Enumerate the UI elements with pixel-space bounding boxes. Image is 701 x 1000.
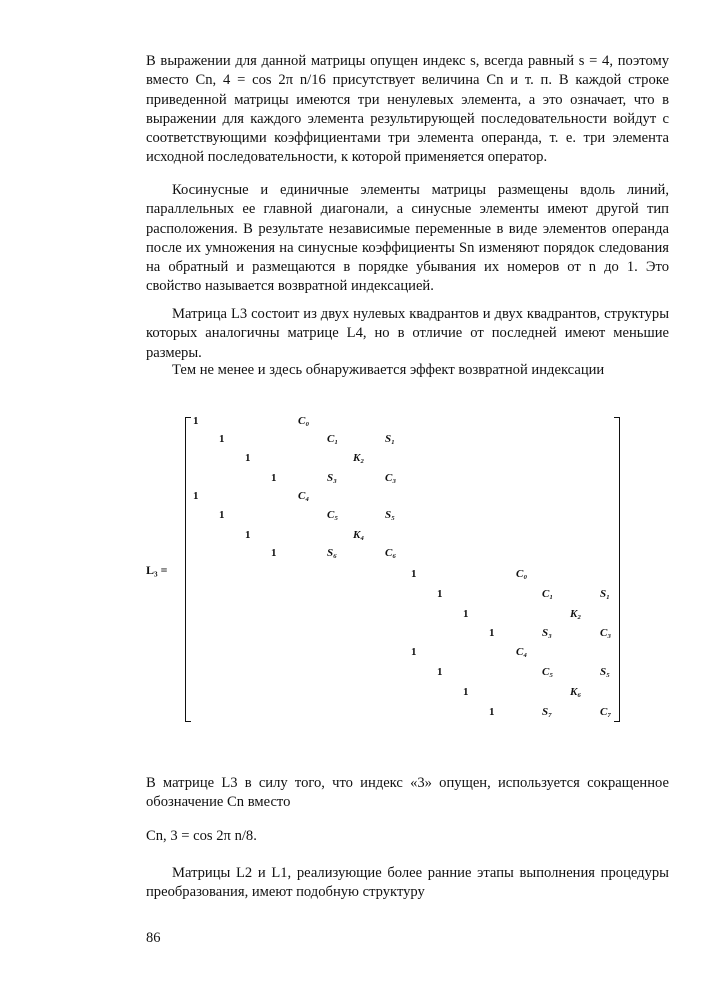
matrix-cell: 1 xyxy=(411,646,417,658)
matrix-cell: S₃ xyxy=(542,627,552,639)
matrix-cell: 1 xyxy=(245,452,251,464)
matrix-label: L₃ = xyxy=(146,563,168,577)
formula: Cn, 3 = cos 2π n/8. xyxy=(146,828,257,844)
matrix-cell: 1 xyxy=(245,529,251,541)
matrix-cell: S₁ xyxy=(600,588,610,600)
matrix-cell: 1 xyxy=(463,608,469,620)
paragraph-4: Тем не менее и здесь обнаруживается эффект возвратной индексации xyxy=(172,362,605,378)
paragraph-2: Косинусные и единичные элементы матрицы размещены вдоль линий, параллельных ее главной диагонали, а синусные элементы имеют другой тип расположения. В результате независимые переменные в виде элементов операнда после их умножения на синусные коэффициенты Sn изменяют порядок следования на обратный и размещаются в порядке убывания их номеров от n до 1. Это свойство называется возвратной индексацией. xyxy=(146,182,669,295)
paragraph-6: Матрицы L2 и L1, реализующие более ранние этапы выполнения процедуры преобразования, имеют подобную структуру xyxy=(146,865,669,901)
matrix-cell: 1 xyxy=(489,627,495,639)
matrix-cell: C₀ xyxy=(516,568,528,580)
matrix-left-bracket xyxy=(185,417,191,722)
matrix-cell: C₆ xyxy=(385,547,397,559)
paragraph-5: В матрице L3 в силу того, что индекс «3» опущен, используется сокращенное обозначение Cn вместо xyxy=(146,775,669,811)
matrix-cell: C₄ xyxy=(298,490,310,502)
matrix-cell: S₆ xyxy=(327,547,337,559)
matrix-cell: C₃ xyxy=(600,627,612,639)
matrix-cell: C₅ xyxy=(327,509,339,521)
matrix-cell: C₄ xyxy=(516,646,528,658)
page-number: 86 xyxy=(146,930,161,946)
matrix-cell: 1 xyxy=(437,666,443,678)
matrix-cell: 1 xyxy=(219,509,225,521)
matrix-cell: K₂ xyxy=(570,608,582,620)
matrix-cell: K₂ xyxy=(353,452,365,464)
matrix-cell: 1 xyxy=(219,433,225,445)
matrix-cell: K₆ xyxy=(570,686,582,698)
matrix-cell: S₇ xyxy=(542,706,552,718)
matrix-cell: S₁ xyxy=(385,433,395,445)
matrix-right-bracket xyxy=(614,417,620,722)
matrix-cell: C₃ xyxy=(385,472,397,484)
matrix-cell: 1 xyxy=(271,472,277,484)
matrix-cell: 1 xyxy=(411,568,417,580)
matrix-cell: C₁ xyxy=(542,588,554,600)
matrix-cell: K₄ xyxy=(353,529,365,541)
matrix-cell: 1 xyxy=(489,706,495,718)
matrix-cell: 1 xyxy=(463,686,469,698)
matrix-cell: C₅ xyxy=(542,666,554,678)
matrix-cell: S₃ xyxy=(327,472,337,484)
matrix-cell: S₅ xyxy=(600,666,610,678)
paragraph-1: В выражении для данной матрицы опущен индекс s, всегда равный s = 4, поэтому вместо Cn, 4 = cos 2π n/16 присутствует величина Cn и т. п. В каждой строке приведенной матрицы имеются три ненулевых элемента, а это означает, что в выражении для каждого элемента результирующей последовательности войдут с соответствующими коэффициентами три элемента операнда, т. е. три элемента исходной последовательности, к которой применяется оператор. xyxy=(146,53,669,166)
matrix-cell: 1 xyxy=(193,490,199,502)
matrix-cell: C₁ xyxy=(327,433,339,445)
matrix-cell: S₅ xyxy=(385,509,395,521)
matrix-cell: 1 xyxy=(437,588,443,600)
matrix-cell: 1 xyxy=(271,547,277,559)
paragraph-3: Матрица L3 состоит из двух нулевых квадрантов и двух квадрантов, структуры которых аналогичны матрице L4, но в отличие от последней имеют меньшие размеры. xyxy=(146,306,669,361)
matrix-cell: C₀ xyxy=(298,415,310,427)
matrix-cell: 1 xyxy=(193,415,199,427)
matrix-cell: C₇ xyxy=(600,706,612,718)
